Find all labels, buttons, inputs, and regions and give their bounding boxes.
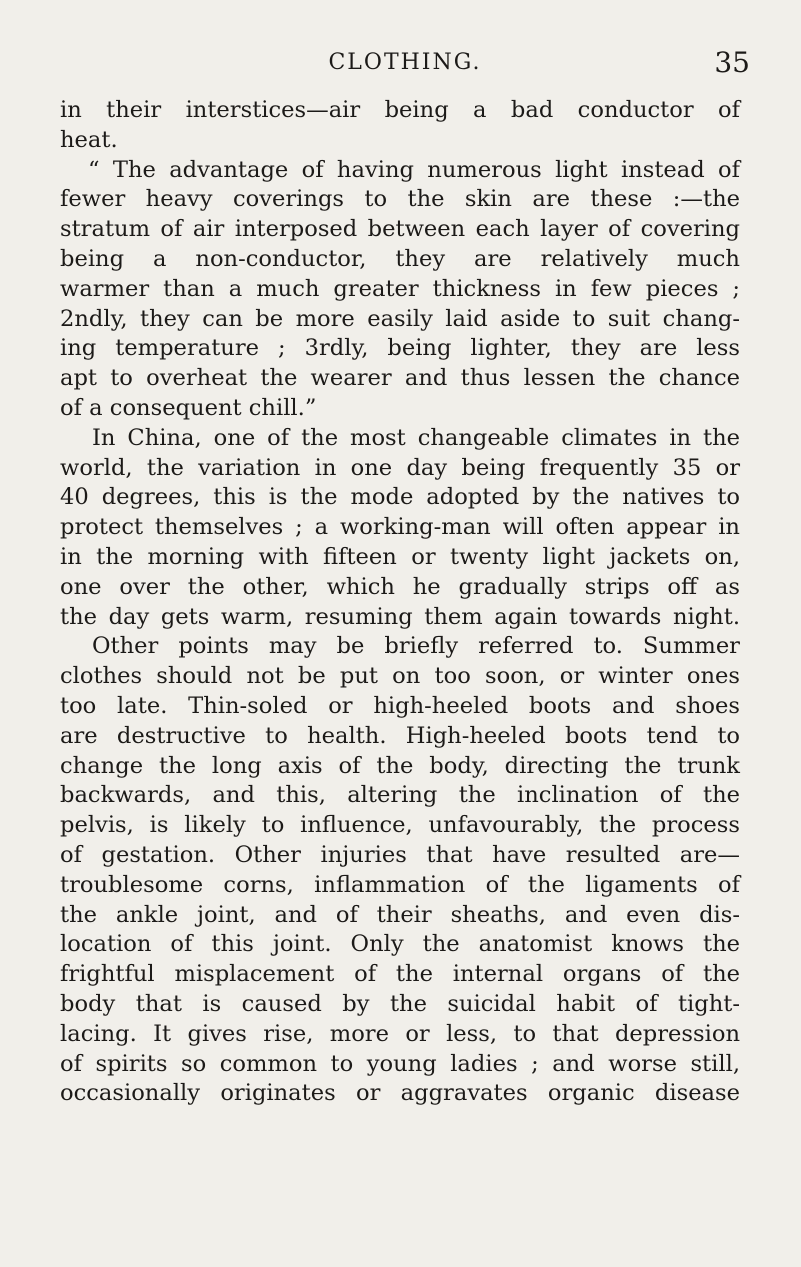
text-line: world, the variation in one day being frequently 35 or	[60, 454, 740, 481]
page-number: 35	[714, 46, 750, 79]
text-line: frightful misplacement of the internal organs of the	[60, 961, 740, 988]
text-line: troublesome corns, inflammation of the ligaments of	[60, 871, 740, 898]
text-line: fewer heavy coverings to the skin are these :—the	[60, 186, 740, 213]
text-line: change the long axis of the body, directing the trunk	[60, 752, 740, 779]
text-line: ing temperature ; 3rdly, being lighter, they are less	[60, 335, 740, 362]
text-line: “ The advantage of having numerous light instead of	[88, 156, 740, 183]
body-text	[60, 96, 740, 1109]
text-line: lacing. It gives rise, more or less, to that depression	[60, 1020, 740, 1047]
text-line: location of this joint. Only the anatomist knows the	[60, 931, 740, 958]
text-line: clothes should not be put on too soon, or winter ones	[60, 663, 740, 690]
text-line: apt to overheat the wearer and thus lessen the chance	[60, 365, 740, 392]
text-line: of gestation. Other injuries that have resulted are—	[60, 841, 740, 868]
text-line: pelvis, is likely to influence, unfavourably, the process	[60, 812, 740, 839]
text-line: the ankle joint, and of their sheaths, and even dis-	[60, 901, 740, 928]
text-line: 40 degrees, this is the mode adopted by the natives to	[60, 484, 740, 511]
text-line: protect themselves ; a working-man will often appear in	[60, 514, 740, 541]
text-line: body that is caused by the suicidal habit of tight-	[60, 990, 740, 1017]
text-line: of a consequent chill.”	[60, 394, 317, 421]
text-line: In China, one of the most changeable climates in the	[92, 424, 740, 451]
text-line: of spirits so common to young ladies ; and worse still,	[60, 1050, 740, 1077]
text-line: too late. Thin-soled or high-heeled boots and shoes	[60, 692, 740, 719]
text-line: Other points may be briefly referred to. Summer	[92, 633, 740, 660]
text-line: in their interstices—air being a bad conductor of	[60, 97, 740, 123]
running-head	[60, 46, 750, 84]
text-line: are destructive to health. High-heeled boots tend to	[60, 722, 740, 749]
text-line: 2ndly, they can be more easily laid aside to suit chang-	[60, 305, 740, 332]
chapter-title: CLOTHING.	[328, 50, 482, 75]
text-line: the day gets warm, resuming them again towards night.	[60, 603, 740, 630]
text-line: one over the other, which he gradually strips off as	[60, 573, 740, 600]
text-line: backwards, and this, altering the inclination of the	[60, 782, 740, 809]
text-line: heat.	[60, 126, 118, 153]
text-line: in the morning with fifteen or twenty light jackets on,	[60, 543, 740, 570]
text-line: stratum of air interposed between each layer of covering	[60, 216, 740, 243]
text-line: warmer than a much greater thickness in few pieces ;	[60, 275, 740, 302]
text-line: being a non-conductor, they are relatively much	[60, 245, 740, 272]
text-line: occasionally originates or aggravates organic disease	[60, 1080, 740, 1107]
